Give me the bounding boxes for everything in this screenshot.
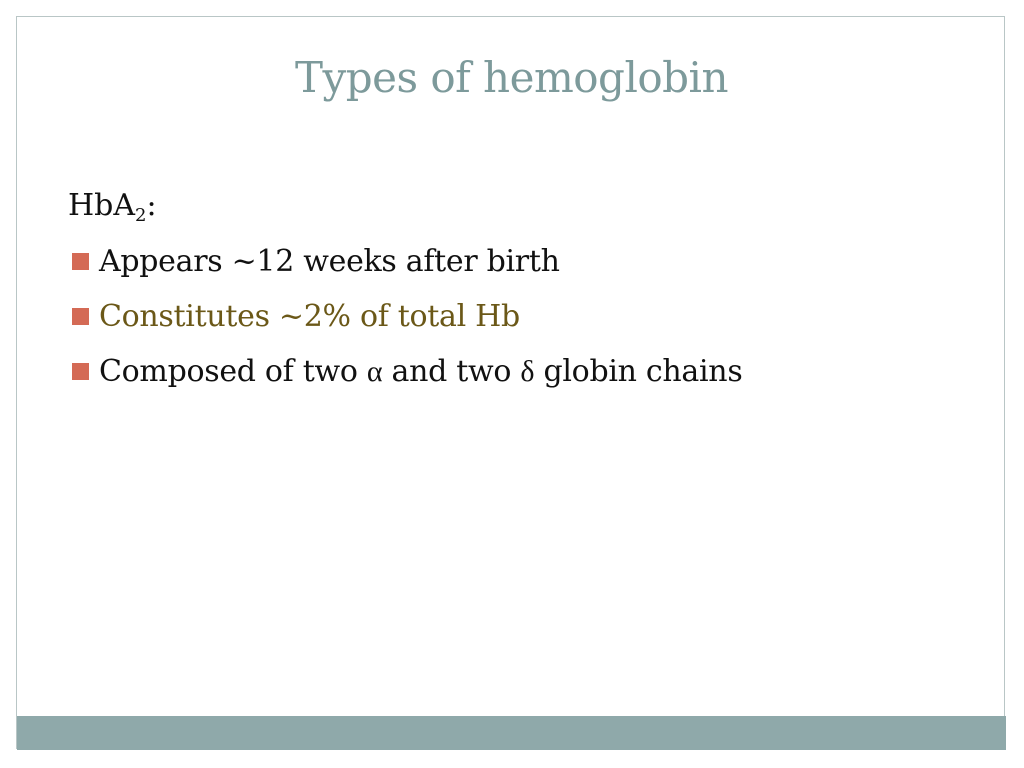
bullet-text-part: and two: [382, 354, 521, 389]
bullet-text-part: globin chains: [534, 354, 743, 389]
footer-bar: [17, 716, 1006, 750]
slide-body: [68, 178, 968, 399]
bullet-text: [99, 234, 560, 289]
bullet-item-2: [68, 289, 968, 344]
heading-subscript: 2: [135, 205, 147, 226]
bullet-text: [99, 289, 520, 344]
alpha-symbol: α: [366, 355, 383, 388]
bullet-item-3: [68, 344, 968, 399]
square-bullet-icon: [72, 363, 89, 380]
heading-prefix: HbA: [68, 188, 136, 223]
square-bullet-icon: [72, 308, 89, 325]
heading-suffix: :: [146, 188, 157, 223]
slide-title: Types of hemoglobin: [294, 53, 729, 102]
square-bullet-icon: [72, 253, 89, 270]
bullet-text-part: Constitutes ~2% of total Hb: [99, 299, 520, 334]
bullet-item-1: [68, 234, 968, 289]
bullet-text: [99, 344, 742, 399]
section-heading: [68, 178, 968, 234]
delta-symbol: δ: [520, 355, 535, 388]
bullet-text-part: Composed of two: [99, 354, 367, 389]
bullet-text-part: Appears ~12 weeks after birth: [99, 244, 560, 279]
